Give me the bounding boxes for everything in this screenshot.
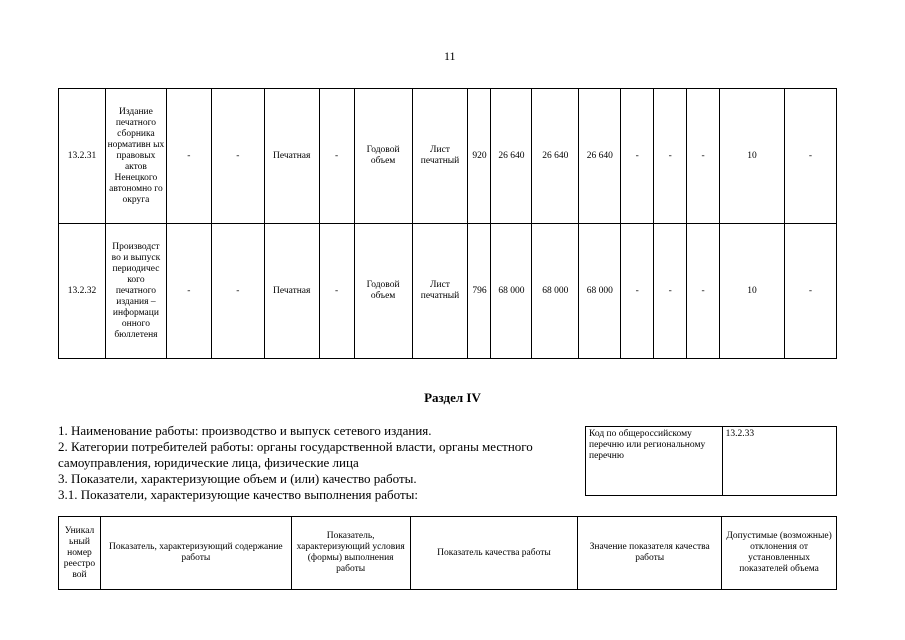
cell-okei: 796 <box>468 224 491 359</box>
cell-code: 13.2.31 <box>59 89 106 224</box>
cell: - <box>687 224 720 359</box>
cell-value: 26 640 <box>579 89 621 224</box>
cell: - <box>687 89 720 224</box>
cell: - <box>166 89 211 224</box>
cell: - <box>211 224 264 359</box>
header-content-indicator: Показатель, характеризующий содержание работы <box>100 517 291 590</box>
page-number: 11 <box>444 49 456 63</box>
cell-work-name: Производст во и выпуск периодичес кого печатного издания – информаци онного бюллетеня <box>105 224 166 359</box>
header-quality-value: Значение показателя качества работы <box>578 517 722 590</box>
cell-indicator: Годовой объем <box>354 224 412 359</box>
paragraph-work-name: 1. Наименование работы: производство и выпуск сетевого издания. <box>58 423 432 438</box>
cell: - <box>654 224 687 359</box>
cell-code: 13.2.32 <box>59 224 106 359</box>
section-title: Раздел IV <box>424 390 481 405</box>
paragraph-consumers-cont: самоуправления, юридические лица, физические лица <box>58 455 359 470</box>
cell: - <box>621 89 654 224</box>
cell-form: Печатная <box>264 224 319 359</box>
cell-unit: Лист печатный <box>412 224 468 359</box>
cell: - <box>654 89 687 224</box>
works-table <box>58 88 837 359</box>
cell: - <box>621 224 654 359</box>
cell-value: 68 000 <box>491 224 532 359</box>
cell: - <box>784 224 836 359</box>
cell: - <box>166 224 211 359</box>
cell: - <box>784 89 836 224</box>
cell-value: 68 000 <box>579 224 621 359</box>
table-row <box>59 224 837 359</box>
cell-okei: 920 <box>468 89 491 224</box>
cell: - <box>319 89 354 224</box>
paragraph-consumers: 2. Категории потребителей работы: органы государственной власти, органы местного <box>58 439 533 454</box>
table-row <box>59 89 837 224</box>
quality-table <box>58 516 837 590</box>
header-quality-indicator: Показатель качества работы <box>410 517 578 590</box>
cell-value: 26 640 <box>532 89 579 224</box>
header-allowed-deviation: Допустимые (возможные) отклонения от установленных показателей объема <box>722 517 837 590</box>
cell-work-name: Издание печатного сборника нормативн ых правовых актов Ненецкого автономно го округа <box>105 89 166 224</box>
registry-code-value: 13.2.33 <box>722 427 836 496</box>
cell-deviation: 10 <box>720 89 785 224</box>
cell-value: 68 000 <box>532 224 579 359</box>
cell-form: Печатная <box>264 89 319 224</box>
cell-value: 26 640 <box>491 89 532 224</box>
cell-unit: Лист печатный <box>412 89 468 224</box>
registry-code-box <box>585 426 837 496</box>
cell: - <box>319 224 354 359</box>
cell-indicator: Годовой объем <box>354 89 412 224</box>
header-conditions-indicator: Показатель, характеризующий условия (формы) выполнения работы <box>291 517 410 590</box>
cell-deviation: 10 <box>720 224 785 359</box>
paragraph-indicators: 3. Показатели, характеризующие объем и (или) качество работы. <box>58 471 417 486</box>
registry-code-label: Код по общероссийскому перечню или региональному перечню <box>586 427 723 496</box>
paragraph-quality-indicators: 3.1. Показатели, характеризующие качество выполнения работы: <box>58 487 418 502</box>
header-registry-number: Уникал ьный номер реестро вой <box>59 517 101 590</box>
table-header-row <box>59 517 837 590</box>
cell: - <box>211 89 264 224</box>
